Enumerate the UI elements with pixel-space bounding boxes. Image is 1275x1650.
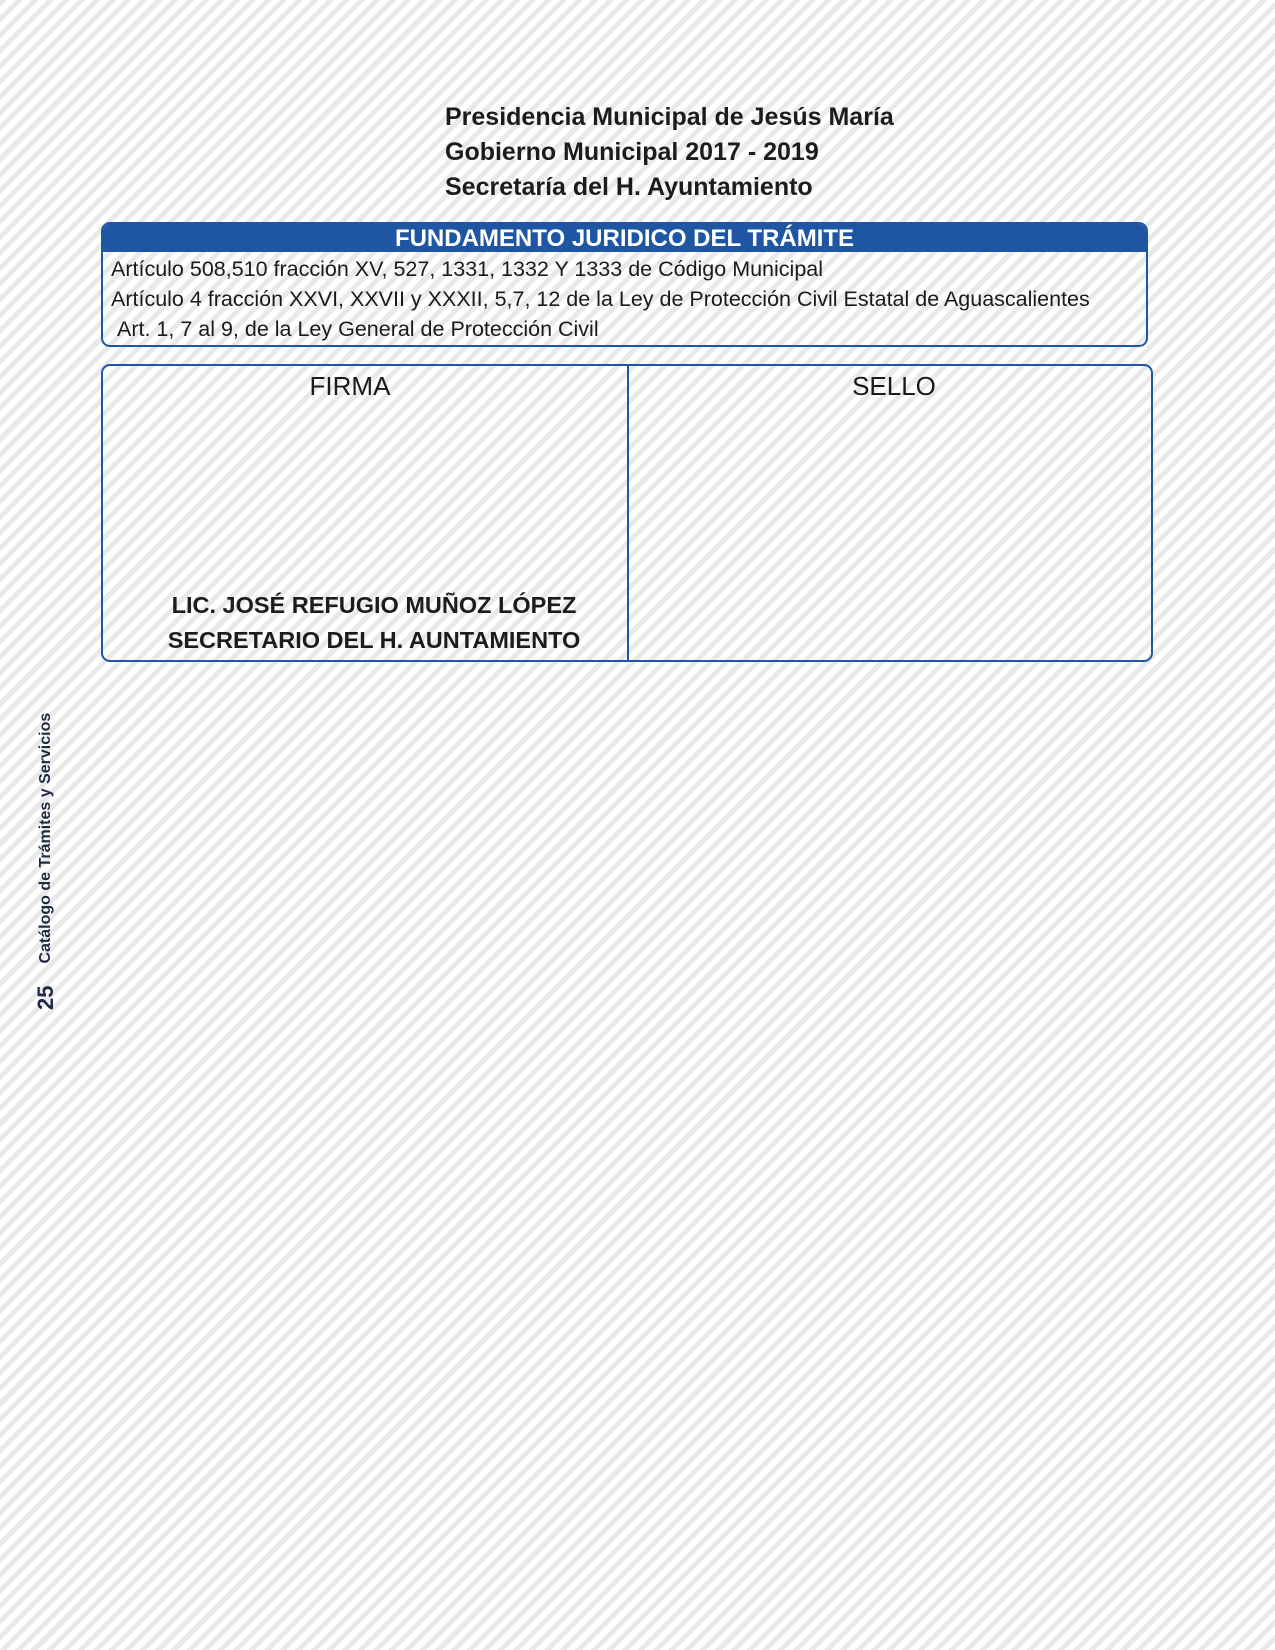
catalog-label: Catálogo de Trámites y Servicios	[37, 712, 54, 964]
signer-title: SECRETARIO DEL H. AUNTAMIENTO	[167, 627, 581, 653]
signer-block	[103, 588, 627, 658]
legal-basis-line: Art. 1, 7 al 9, de la Ley General de Protección Civil	[117, 317, 599, 341]
stamp-cell	[629, 366, 1151, 660]
signature-table	[101, 364, 1153, 662]
signature-cell	[103, 366, 629, 660]
document-header	[445, 100, 1005, 205]
header-line-government: Gobierno Municipal 2017 - 2019	[445, 138, 819, 166]
legal-basis-title: FUNDAMENTO JURIDICO DEL TRÁMITE	[103, 224, 1146, 252]
legal-basis-line: Artículo 4 fracción XXVI, XXVII y XXXII, 5,7, 12 de la Ley de Protección Civil Estatal de Aguascalientes	[111, 287, 1090, 311]
legal-basis-line: Artículo 508,510 fracción XV, 527, 1331, 1332 Y 1333 de Código Municipal	[111, 257, 824, 281]
legal-basis-list	[103, 252, 1146, 344]
legal-basis-box	[101, 222, 1148, 347]
firma-label: FIRMA	[309, 371, 391, 401]
signer-name: LIC. JOSÉ REFUGIO MUÑOZ LÓPEZ	[171, 592, 577, 618]
header-line-secretariat: Secretaría del H. Ayuntamiento	[445, 173, 813, 201]
sello-label: SELLO	[852, 371, 936, 401]
header-line-municipality: Presidencia Municipal de Jesús María	[445, 103, 894, 131]
side-footer	[33, 713, 59, 1010]
page-number: 25	[33, 985, 58, 1010]
